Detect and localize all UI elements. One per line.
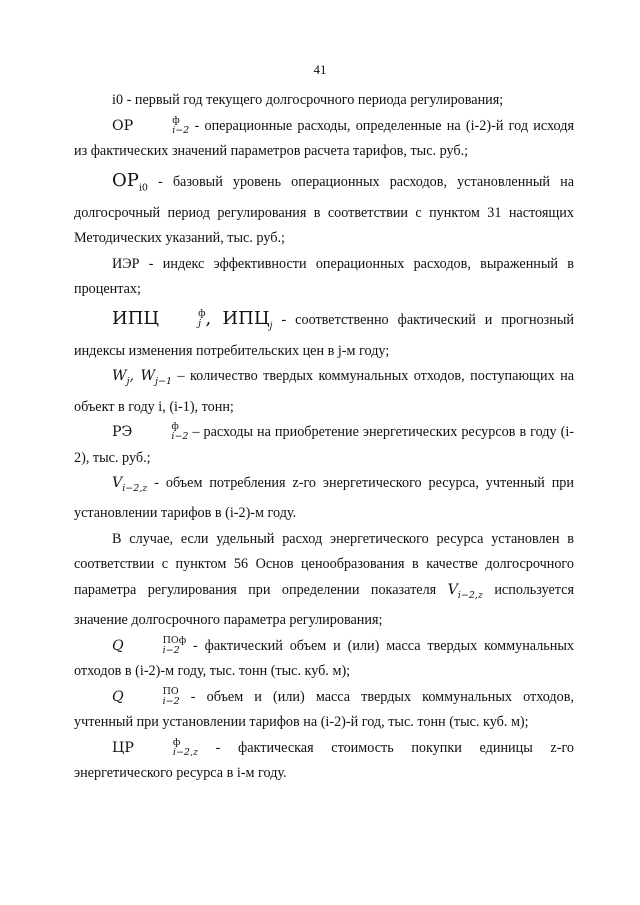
paragraph-re [74, 420, 574, 471]
paragraph-ipc [74, 306, 574, 365]
formula-symbol: $V_{i-2,z}$ [447, 581, 483, 601]
formula-symbol: ИПЦ ф j , $ИПЦ_j$ [112, 307, 273, 332]
paragraph-text: i0 - первый год текущего долгосрочного периода регулирования; [112, 92, 504, 108]
page-body [74, 88, 574, 787]
paragraph-op-base [74, 168, 574, 252]
paragraph-text: - объем потребления z-го энергетического ресурса, учтенный при установлении тарифов в (i-2)-м году. [74, 475, 574, 522]
paragraph-w [74, 364, 574, 420]
paragraph-text: используется значение долгосрочного параметра регулирования; [74, 581, 574, 629]
formula-symbol: Q ПО i−2 [112, 685, 180, 707]
paragraph-ier [74, 252, 574, 303]
paragraph-text: - фактический объем и (или) масса твердых коммунальных отходов в (i-2)-м году, тыс. тонн (тыс. куб. м); [74, 637, 574, 680]
formula-symbol: $V_{i-2,z}$ [112, 475, 148, 494]
paragraph-text: - базовый уровень операционных расходов, установленный на долгосрочный период регулирования в соответствии с пунктом 31 настоящих Методических указаний, тыс. руб.; [74, 173, 574, 247]
paragraph-q-fact [74, 634, 574, 685]
paragraph-text: В случае, если удельный расход энергетического ресурса установлен в соответствии с пунктом 56 Основ ценообразования в качестве долгосрочного параметра регулирования при определении показателя [74, 530, 574, 598]
paragraph-text: – количество твердых коммунальных отходов, поступающих на объект в году i, (i-1), тонн; [74, 368, 574, 415]
paragraph-case [74, 527, 574, 634]
paragraph-text: - фактическая стоимость покупки единицы z-го энергетического ресурса в i-м году. [74, 739, 574, 782]
formula-symbol: ЦР ф i−2,z [112, 736, 198, 758]
paragraph-q-plan [74, 685, 574, 736]
formula-symbol: Q ПОф i−2 [112, 634, 187, 656]
paragraph-text: - объем и (или) масса твердых коммунальных отходов, учтенный при установлении тарифов на (i-2)-й год, тыс. тонн (тыс. куб. м); [74, 688, 574, 731]
formula-symbol: $ОР_{i0}$ [112, 169, 148, 194]
paragraph-op-fact [74, 114, 574, 165]
formula-symbol: $W_j$, $W_{j-1}$ [112, 368, 173, 388]
paragraph-cr [74, 736, 574, 787]
paragraph-v [74, 471, 574, 527]
paragraph-text: ИЭР - индекс эффективности операционных расходов, выраженный в процентах; [74, 255, 574, 298]
paragraph-i0 [74, 88, 574, 114]
paragraph-text: - соответственно фактический и прогнозный индексы изменения потребительских цен в j-м году; [74, 311, 574, 359]
formula-symbol: ОР ф i−2 [112, 114, 190, 136]
formula-symbol: РЭ ф i−2 [112, 421, 189, 443]
page-number: 41 [313, 62, 327, 77]
paragraph-text: - операционные расходы, определенные на (i-2)-й год исходя из фактических значений параметров расчета тарифов, тыс. руб.; [74, 117, 574, 159]
paragraph-text: – расходы на приобретение энергетических ресурсов в году (i-2), тыс. руб.; [74, 424, 574, 466]
